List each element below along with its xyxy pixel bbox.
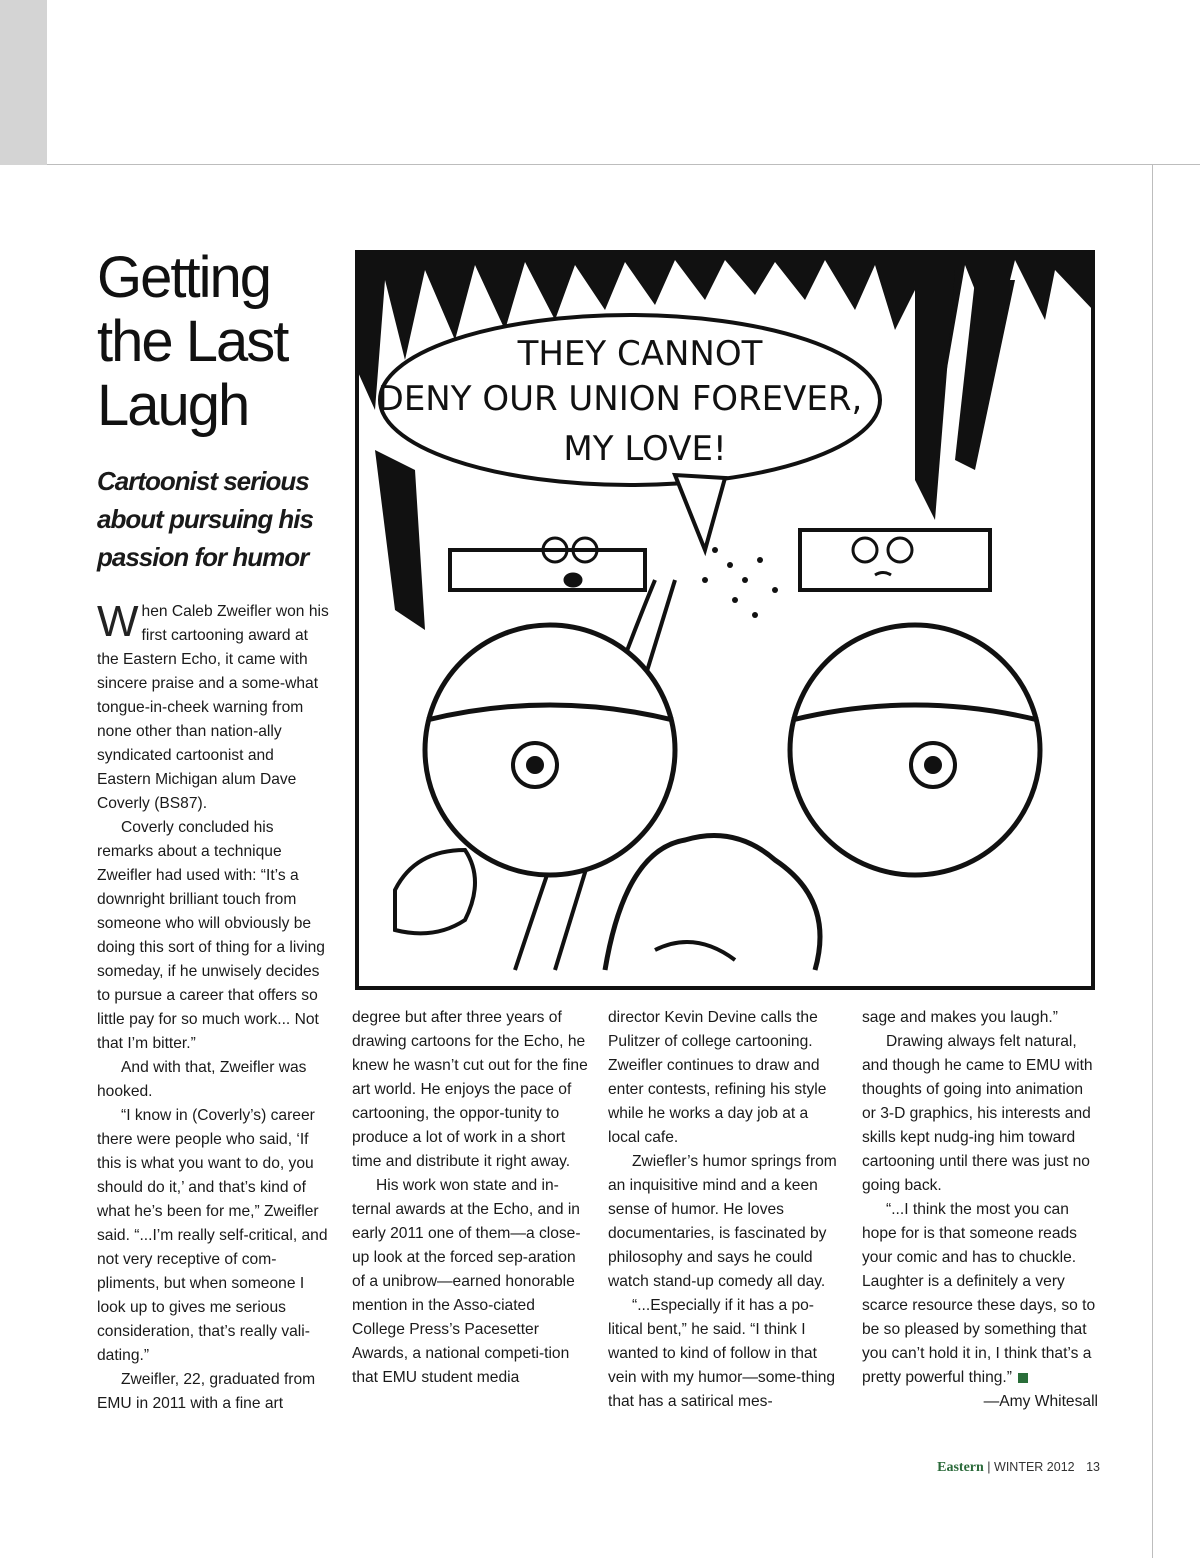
text-column-3	[608, 1006, 844, 1414]
issue-label: | WINTER 2012	[987, 1460, 1075, 1474]
text-column-4	[862, 1006, 1098, 1414]
page-footer	[900, 1460, 1100, 1476]
top-rule	[47, 164, 1200, 165]
magazine-brand: Eastern	[937, 1460, 984, 1475]
drop-cap: W	[97, 597, 139, 646]
paragraph: Drawing always felt natural, and though he came to EMU with thoughts of going into animation or 3-D graphics, his interests and skills kept nudg-ing him toward cartooning until there was just no going back.	[862, 1033, 1093, 1194]
paragraph: “I know in (Coverly’s) career there were people who said, ‘If this is what you want to do, you should do it,’ and that’s kind of what he’s been for me,” Zweifler said. “...I’m really self-critical, and not very receptive of com-pliments, but when someone I look up to gives me serious consideration, that’s really vali-dating.”	[97, 1107, 328, 1364]
end-mark-icon	[1018, 1373, 1028, 1383]
paragraph: His work won state and in-ternal awards at the Echo, and in early 2011 one of them—a close-up look at the forced sep-aration of a unibrow—earned honorable mention in the Asso-ciated College Press’s Pacesetter Awards, a national competi-tion that EMU student media	[352, 1177, 581, 1386]
paragraph: And with that, Zweifler was hooked.	[97, 1059, 307, 1100]
paragraph: Zwiefler’s humor springs from an inquisitive mind and a keen sense of humor. He loves documentaries, is fascinated by philosophy and says he could watch stand-up comedy all day.	[608, 1153, 837, 1290]
paragraph: Zweifler, 22, graduated from EMU in 2011 with a fine art	[97, 1371, 316, 1412]
paragraph: director Kevin Devine calls the Pulitzer of college cartooning. Zweifler continues to draw and enter contests, refining his style while he works a day job at a local cafe.	[608, 1009, 827, 1146]
page-number: 13	[1086, 1460, 1100, 1474]
paragraph: degree but after three years of drawing cartoons for the Echo, he knew he wasn’t cut out for the fine art world. He enjoys the pace of cartooning, the oppor-tunity to produce a lot of work in a short time and distribute it right away.	[352, 1009, 588, 1170]
paragraph: “...I think the most you can hope for is that someone reads your comic and has to chuckle. Laughter is a definitely a very scarce resource these days, so to be so pleased by something that you can’t hold it in, I think that’s a pretty powerful thing.”	[862, 1201, 1096, 1386]
speech-text-line-2: DENY OUR UNION FOREVER,	[377, 379, 863, 419]
cartoon-illustration	[355, 250, 1095, 990]
text-column-1	[97, 597, 329, 1416]
paragraph: When Caleb Zweifler won his first cartooning award at the Eastern Echo, it came with sincere praise and a some-what tongue-in-cheek warning from none other than nation-ally syndicated cartoonist and Eastern Michigan alum Dave Coverly (BS87).	[97, 597, 329, 812]
speech-text-line-1: THEY CANNOT	[517, 334, 763, 374]
section-tab	[0, 0, 47, 165]
speech-text-line-3: MY LOVE!	[563, 429, 727, 469]
side-rule	[1152, 165, 1153, 1558]
paragraph: “...Especially if it has a po-litical bent,” he said. “I think I wanted to kind of follow in that vein with my humor—some-thing that has a satirical mes-	[608, 1297, 836, 1410]
article-title: Getting the Last Laugh	[97, 245, 288, 438]
paragraph: sage and makes you laugh.”	[862, 1009, 1058, 1026]
paragraph: Coverly concluded his remarks about a technique Zweifler had used with: “It’s a downright brilliant touch from someone who will obviously be doing this sort of thing for a living someday, if he unwisely decides to pursue a career that offers so little pay for so much work... Not that I’m bitter.”	[97, 819, 325, 1052]
text-column-2	[352, 1006, 588, 1390]
byline: —Amy Whitesall	[983, 1393, 1098, 1410]
article-subtitle: Cartoonist serious about pursuing his passion for humor	[97, 466, 313, 572]
